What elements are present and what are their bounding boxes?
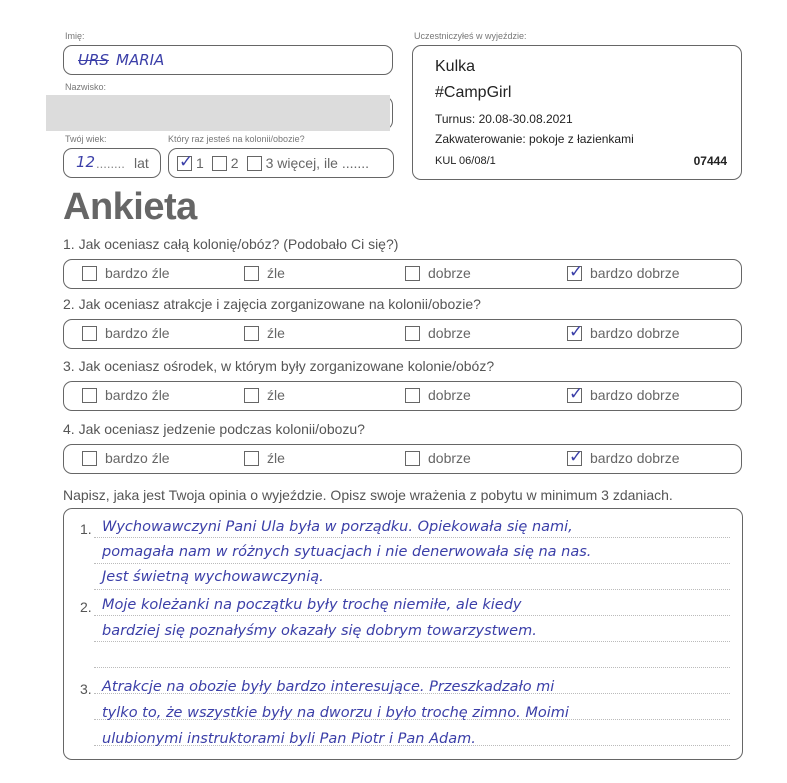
question-2-option[interactable] xyxy=(244,325,285,341)
option-checkbox[interactable] xyxy=(244,266,259,281)
wiek-dots: ........ xyxy=(96,156,125,171)
ruled-line xyxy=(94,537,730,538)
ktory-raz-field xyxy=(168,148,394,178)
opinion-number: 2. xyxy=(80,599,92,615)
opinion-line: bardziej się poznałyśmy okazały się dobrym towarzystwem. xyxy=(102,623,537,639)
option-label: źle xyxy=(267,450,285,466)
question-3-option[interactable] xyxy=(405,387,471,403)
trip-turnus: Turnus: 20.08-30.08.2021 xyxy=(435,112,573,126)
trip-code: KUL 06/08/1 xyxy=(435,155,496,167)
question-4-option[interactable] xyxy=(244,450,285,466)
question-4-text: 4. Jak oceniasz jedzenie podczas kolonii/obozu? xyxy=(63,421,365,437)
option-label: źle xyxy=(267,265,285,281)
option-label: bardzo źle xyxy=(105,387,170,403)
question-4-option[interactable] xyxy=(567,450,680,466)
question-2-option[interactable] xyxy=(82,325,170,341)
redaction-block xyxy=(46,95,390,131)
raz-3-checkbox[interactable] xyxy=(247,156,262,171)
ruled-line xyxy=(94,667,730,668)
question-2-option[interactable] xyxy=(567,325,680,341)
trip-name: Kulka xyxy=(435,58,476,75)
question-1-option[interactable] xyxy=(244,265,285,281)
raz-2-label: 2 xyxy=(230,155,239,171)
question-3-option[interactable] xyxy=(82,387,170,403)
trip-tag: #CampGirl xyxy=(435,84,512,101)
option-checkbox[interactable] xyxy=(244,326,259,341)
wiek-label: Twój wiek: xyxy=(65,134,107,144)
raz-3-label: 3 więcej, ile ....... xyxy=(265,155,370,171)
imie-label: Imię: xyxy=(65,31,85,41)
question-2-option[interactable] xyxy=(405,325,471,341)
raz-2-checkbox[interactable] xyxy=(212,156,227,171)
imie-field[interactable] xyxy=(63,45,393,75)
trip-number: 07444 xyxy=(693,154,727,168)
opinion-box[interactable] xyxy=(63,508,743,760)
option-checkbox[interactable] xyxy=(567,388,582,403)
opinion-line: ulubionymi instruktorami byli Pan Piotr i Pan Adam. xyxy=(102,731,476,747)
option-label: bardzo dobrze xyxy=(590,325,680,341)
option-checkbox[interactable] xyxy=(244,451,259,466)
option-label: źle xyxy=(267,325,285,341)
question-3-options xyxy=(63,381,742,411)
option-checkbox[interactable] xyxy=(405,451,420,466)
option-checkbox[interactable] xyxy=(82,266,97,281)
ruled-line xyxy=(94,641,730,642)
option-label: bardzo dobrze xyxy=(590,387,680,403)
question-1-option[interactable] xyxy=(82,265,170,281)
option-label: źle xyxy=(267,387,285,403)
uczestniczyles-label: Uczestniczyłeś w wyjeździe: xyxy=(414,31,527,41)
option-checkbox[interactable] xyxy=(82,326,97,341)
question-2-options xyxy=(63,319,742,349)
raz-1-label: 1 xyxy=(196,155,204,171)
nazwisko-label: Nazwisko: xyxy=(65,82,107,92)
option-label: dobrze xyxy=(428,387,471,403)
option-label: bardzo dobrze xyxy=(590,265,680,281)
question-1-option[interactable] xyxy=(405,265,471,281)
question-1-options xyxy=(63,259,742,289)
ktory-raz-label: Który raz jesteś na kolonii/obozie? xyxy=(168,134,305,144)
trip-info-box xyxy=(412,45,742,180)
option-checkbox[interactable] xyxy=(405,266,420,281)
option-label: bardzo źle xyxy=(105,450,170,466)
option-label: bardzo źle xyxy=(105,325,170,341)
opinion-line: Jest świetną wychowawczynią. xyxy=(102,569,324,585)
opinion-line: Atrakcje na obozie były bardzo interesujące. Przeszkadzało mi xyxy=(102,679,555,695)
opinion-line: Wychowawczyni Pani Ula była w porządku. Opiekowała się nami, xyxy=(102,519,573,535)
imie-struck: URS xyxy=(78,51,109,69)
option-label: dobrze xyxy=(428,450,471,466)
option-checkbox[interactable] xyxy=(405,326,420,341)
lat-label: lat xyxy=(134,155,149,171)
opinion-line: tylko to, że wszystkie były na dworzu i było trochę zimno. Moimi xyxy=(102,705,569,721)
option-checkbox[interactable] xyxy=(82,388,97,403)
question-1-option[interactable] xyxy=(567,265,680,281)
ruled-line xyxy=(94,589,730,590)
question-3-option[interactable] xyxy=(567,387,680,403)
ruled-line xyxy=(94,615,730,616)
option-checkbox[interactable] xyxy=(567,326,582,341)
option-label: dobrze xyxy=(428,325,471,341)
opinion-line: Moje koleżanki na początku były trochę niemiłe, ale kiedy xyxy=(102,597,522,613)
option-checkbox[interactable] xyxy=(405,388,420,403)
opinion-line: pomagała nam w różnych sytuacjach i nie denerwowała się na nas. xyxy=(102,544,592,560)
question-3-text: 3. Jak oceniasz ośrodek, w którym były zorganizowane kolonie/obóz? xyxy=(63,358,495,374)
option-checkbox[interactable] xyxy=(82,451,97,466)
question-1-text: 1. Jak oceniasz całą kolonię/obóz? (Podobało Ci się?) xyxy=(63,236,399,252)
question-2-text: 2. Jak oceniasz atrakcje i zajęcia zorganizowane na kolonii/obozie? xyxy=(63,296,481,312)
ruled-line xyxy=(94,563,730,564)
question-4-option[interactable] xyxy=(82,450,170,466)
question-4-options xyxy=(63,444,742,474)
option-label: bardzo dobrze xyxy=(590,450,680,466)
raz-1-checkbox[interactable] xyxy=(177,156,192,171)
option-label: dobrze xyxy=(428,265,471,281)
opinion-number: 1. xyxy=(80,521,92,537)
imie-value: MARIA xyxy=(116,51,165,69)
option-checkbox[interactable] xyxy=(244,388,259,403)
wiek-value: 12 xyxy=(76,153,96,171)
option-checkbox[interactable] xyxy=(567,451,582,466)
option-label: bardzo źle xyxy=(105,265,170,281)
opinion-prompt: Napisz, jaka jest Twoja opinia o wyjeździe. Opisz swoje wrażenia z pobytu w minimum 3 zdaniach. xyxy=(63,487,673,503)
opinion-number: 3. xyxy=(80,681,92,697)
page-title: Ankieta xyxy=(63,186,197,228)
question-3-option[interactable] xyxy=(244,387,285,403)
option-checkbox[interactable] xyxy=(567,266,582,281)
wiek-field[interactable] xyxy=(63,148,161,178)
trip-zakwaterowanie: Zakwaterowanie: pokoje z łazienkami xyxy=(435,132,634,146)
question-4-option[interactable] xyxy=(405,450,471,466)
